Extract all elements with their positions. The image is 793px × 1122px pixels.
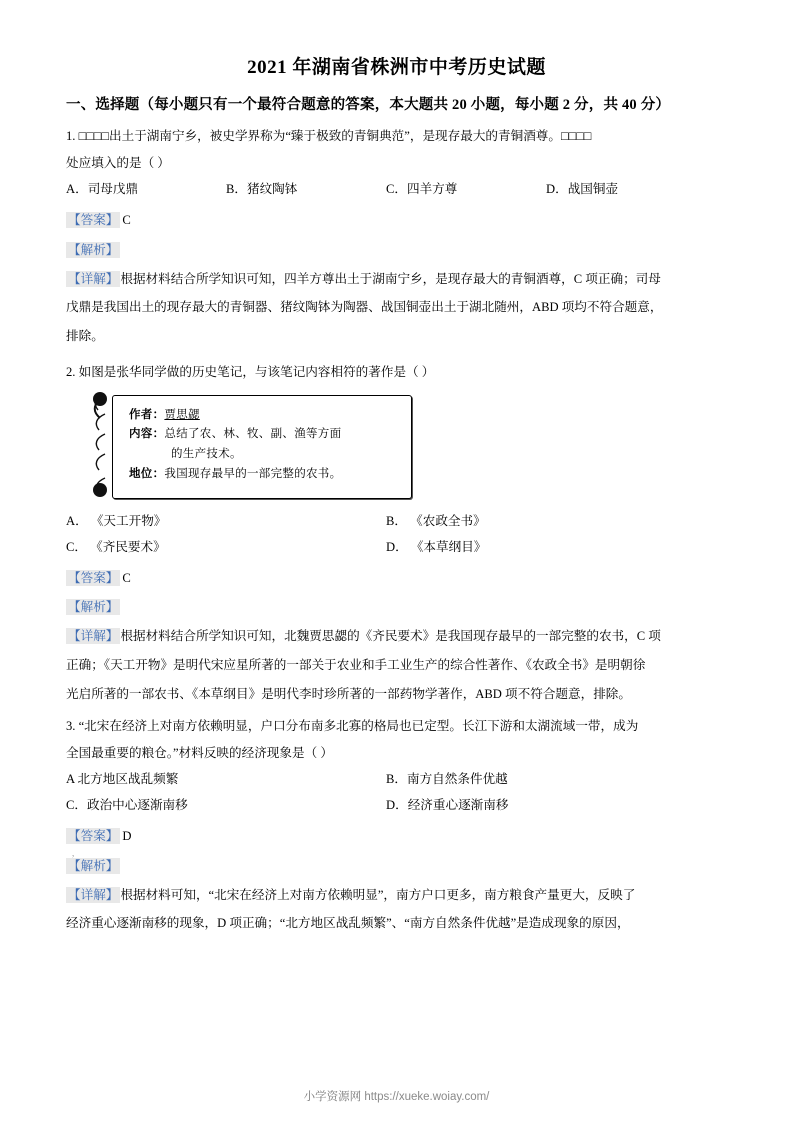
- section-heading: 一、选择题（每小题只有一个最符合题意的答案，本大题共 20 小题，每小题 2 分，共 40 分）: [66, 97, 671, 113]
- note-author-value: 贾思勰: [164, 408, 200, 421]
- question-1-analysis: [66, 239, 727, 263]
- question-1-option-c[interactable]: C．四羊方尊: [386, 182, 458, 197]
- page-title: 2021 年湖南省株洲市中考历史试题: [247, 57, 546, 78]
- detail-tag: 【详解】: [68, 887, 119, 902]
- note-author-label: 作者：: [129, 408, 165, 421]
- question-3-option-b[interactable]: B．南方自然条件优越: [386, 772, 508, 787]
- note-line-author: [129, 406, 401, 426]
- page-footer: [0, 1088, 793, 1104]
- question-2-option-b[interactable]: B． 《农政全书》: [386, 513, 486, 528]
- stray-mark: ,: [72, 848, 75, 858]
- question-3-answer: [66, 825, 727, 849]
- note-status-value: 我国现存最早的一部完整的农书。: [164, 467, 342, 480]
- question-3-option-c[interactable]: C．政治中心逐渐南移: [66, 797, 188, 812]
- question-1-option-a[interactable]: A．司母戊鼎: [66, 182, 139, 197]
- question-1-detail-3: 排除。: [66, 328, 104, 343]
- question-2-stem-line-1: 2. 如图是张华同学做的历史笔记，与该笔记内容相符的著作是（ ）: [66, 365, 435, 380]
- question-1-option-b[interactable]: B．猪纹陶钵: [226, 182, 298, 197]
- question-2-answer: [66, 567, 727, 591]
- question-1-detail: [66, 267, 727, 292]
- analysis-tag: 【解析】: [68, 242, 119, 257]
- answer-tag: 【答案】: [68, 828, 119, 843]
- question-block-1: [66, 124, 727, 348]
- note-line-content-cont: 的生产技术。: [171, 448, 242, 461]
- detail-line-1: 根据材料可知，“北宋在经济上对南方依赖明显”，南方户口更多，南方粮食产量更大，反映了: [120, 887, 636, 902]
- question-block-3: [66, 714, 727, 936]
- answer-tag: 【答案】: [68, 212, 119, 227]
- note-status-label: 地位：: [129, 467, 165, 480]
- history-note-figure: [90, 395, 420, 499]
- question-3-detail-2: 经济重心逐渐南移的现象，D 项正确；“北方地区战乱频繁”、“南方自然条件优越”是造成现象的原因，: [66, 916, 630, 931]
- question-3-stem-line-1: 3. “北宋在经济上对南方依赖明显，户口分布南多北寡的格局也已定型。长江下游和太湖流域一带，成为: [66, 719, 639, 734]
- question-1-detail-2: 戊鼎是我国出土的现存最大的青铜器、猪纹陶钵为陶器、战国铜壶出土于湖北随州，ABD 项均不符合题意，: [66, 300, 663, 315]
- question-2-options-row-1: [66, 509, 727, 535]
- question-2-option-d[interactable]: D． 《本草纲目》: [386, 539, 487, 554]
- detail-tag: 【详解】: [68, 629, 119, 644]
- note-line-content: [129, 425, 401, 445]
- question-2-option-a[interactable]: A． 《天工开物》: [66, 513, 167, 528]
- note-content-label: 内容：: [129, 428, 165, 441]
- question-2-options-row-2: [66, 535, 727, 561]
- analysis-tag: 【解析】: [68, 858, 119, 873]
- question-3-options-row-2: [66, 793, 727, 819]
- detail-line-1: 根据材料结合所学知识可知，北魏贾思勰的《齐民要术》是我国现存最早的一部完整的农书，C 项: [120, 629, 661, 644]
- question-3-analysis: [66, 855, 727, 879]
- answer-value: C: [122, 570, 131, 585]
- question-2-detail-3: 光启所著的一部农书、《本草纲目》是明代李时珍所著的一部药物学著作，ABD 项不符合题意，排除。: [66, 686, 631, 701]
- question-1-answer: [66, 209, 727, 233]
- question-2-detail: [66, 624, 727, 649]
- detail-line-1: 根据材料结合所学知识可知，四羊方尊出土于湖南宁乡，是现存最大的青铜酒尊，C 项正确；司母: [120, 271, 661, 286]
- answer-tag: 【答案】: [68, 570, 119, 585]
- question-1-option-d[interactable]: D．战国铜壶: [546, 182, 619, 197]
- question-2-option-c[interactable]: C． 《齐民要术》: [66, 539, 166, 554]
- answer-value: C: [122, 212, 131, 227]
- footer-brand: 小学资源网: [303, 1091, 362, 1103]
- note-card: [112, 395, 412, 499]
- note-line-status: [129, 465, 401, 485]
- question-3-stem-line-2: 全国最重要的粮仓。”材料反映的经济现象是（ ）: [66, 745, 333, 760]
- detail-tag: 【详解】: [68, 271, 119, 286]
- note-content-value: 总结了农、林、牧、副、渔等方面: [164, 428, 342, 441]
- question-3-option-a[interactable]: A 北方地区战乱频繁: [66, 772, 179, 787]
- question-3-option-d[interactable]: D．经济重心逐渐南移: [386, 797, 509, 812]
- footer-url[interactable]: https://xueke.woiay.com/: [364, 1091, 490, 1103]
- question-3-options-row-1: [66, 767, 727, 793]
- question-1-stem-line-1: 1. □□□□出土于湖南宁乡，被史学界称为“臻于极致的青铜典范”，是现存最大的青铜酒尊。□□□□: [66, 129, 592, 143]
- question-block-2: [66, 360, 727, 706]
- question-2-analysis: [66, 596, 727, 620]
- analysis-tag: 【解析】: [68, 600, 119, 615]
- spiral-binding-icon: [91, 390, 117, 506]
- question-1-stem-line-2: 处应填入的是（ ）: [66, 155, 170, 170]
- question-3-detail: [66, 883, 727, 908]
- question-1-options: [66, 177, 727, 203]
- answer-value: D: [122, 828, 132, 843]
- question-2-detail-2: 正确；《天工开物》是明代宋应星所著的一部关于农业和手工业生产的综合性著作、《农政全书》是明朝徐: [66, 657, 646, 672]
